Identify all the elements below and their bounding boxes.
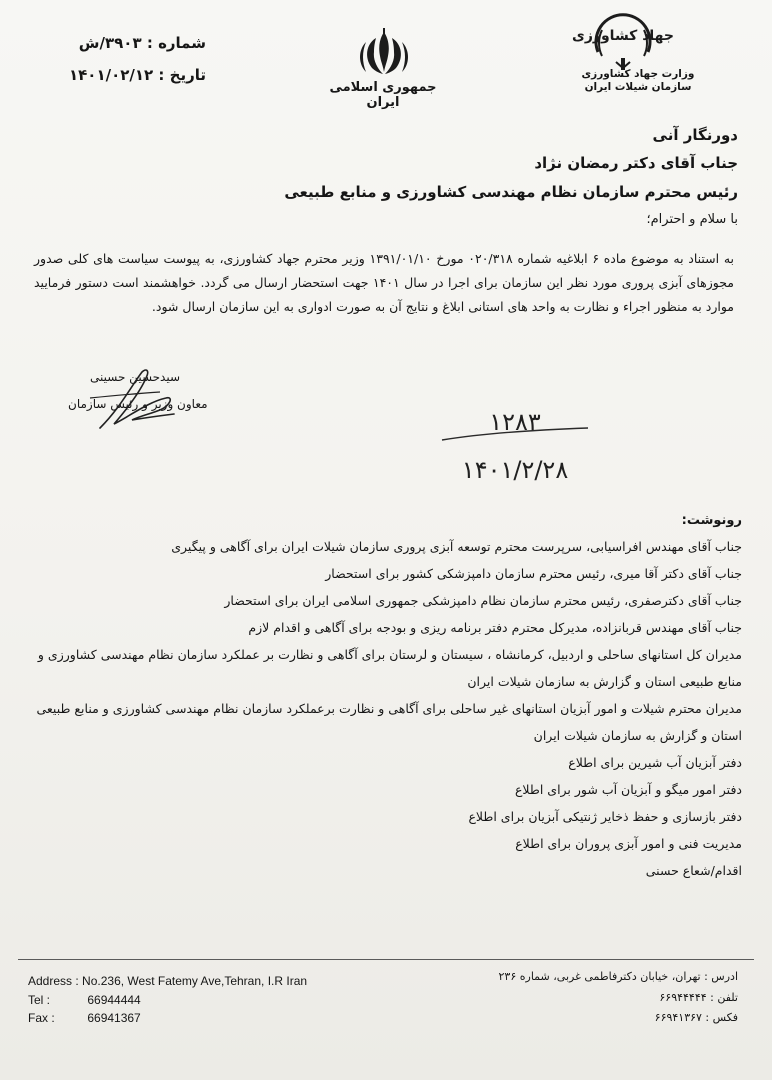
handwritten-date-text: ۱۴۰۱/۲/۲۸ bbox=[461, 456, 569, 484]
cc-item: مدیریت فنی و امور آبزی پروران برای اطلاع bbox=[515, 836, 742, 851]
ministry-name bbox=[578, 68, 698, 94]
cc-item: مدیران کل استانهای ساحلی و اردبیل، کرمانشاه ، سیستان و لرستان برای آگاهی و نظارت بر عملکرد سازمان نظام مهندسی کشاورزی و منابع طبیعی استان و گزارش به سازمان شیلات ایران bbox=[37, 647, 742, 689]
cc-item: جناب آقای دکترصفری، رئیس محترم سازمان نظام دامپزشکی جمهوری اسلامی ایران برای استحضار bbox=[224, 593, 742, 608]
signer-name: سیدحسین حسینی bbox=[90, 370, 181, 384]
ministry-line2: سازمان شیلات ایران bbox=[584, 81, 692, 93]
cc-item: دفتر بازسازی و حفظ ذخایر ژنتیکی آبزیان برای اطلاع bbox=[468, 809, 742, 824]
address-en-label: Address : bbox=[28, 974, 79, 988]
greeting: با سلام و احترام؛ bbox=[646, 212, 738, 227]
cc-item: جناب آقای مهندس قربانزاده، مدیرکل محترم دفتر برنامه ریزی و بودجه برای آگاهی و اقدام لازم bbox=[248, 620, 742, 635]
footer-divider bbox=[18, 959, 754, 960]
cc-list bbox=[22, 533, 742, 884]
footer-address-fa: ادرس : تهران، خیابان دکترفاطمی غربی، شماره ۲۳۶ bbox=[498, 970, 738, 983]
letter-date bbox=[56, 66, 206, 84]
country-caption: جمهوری اسلامی ایران bbox=[329, 80, 437, 110]
ministry-logo-icon bbox=[572, 12, 674, 72]
footer-tel-fa: تلفن : ۶۶۹۴۴۴۴۴ bbox=[659, 991, 738, 1004]
ministry-line1: وزارت جهاد کشاورزی bbox=[581, 68, 695, 80]
footer-fax-fa: فکس : ۶۶۹۴۱۳۶۷ bbox=[654, 1011, 738, 1024]
letter-date-label: تاریخ : bbox=[158, 66, 206, 84]
letter-number-label: شماره : bbox=[146, 34, 206, 52]
footer-address-en bbox=[28, 974, 307, 988]
iran-emblem-icon bbox=[352, 28, 416, 78]
cc-heading: رونوشت: bbox=[681, 513, 742, 528]
letter-body: به استناد به موضوع ماده ۶ ابلاغیه شماره ۰۲۰/۳۱۸ مورخ ۱۳۹۱/۰۱/۱۰ وزیر محترم جهاد کشاورزی، به پیوست سیاست های کلی صدور مجوزهای آبزی پروری مورد نظر این سازمان برای اجرا در سال ۱۴۰۱ جهت استحضار ارسال می گردد. خواهشمند است دستور فرمایید موارد به منظور اجراء و نظارت به واحد های استانی ابلاغ و نتایج آن به صورت ادواری به این سازمان ارسال شود. bbox=[34, 251, 734, 314]
fax-en-label: Fax : bbox=[28, 1011, 55, 1025]
tel-en-value: 66944444 bbox=[87, 993, 141, 1007]
tel-en-label: Tel : bbox=[28, 993, 51, 1007]
recipient-title: رئیس محترم سازمان نظام مهندسی کشاورزی و منابع طبیعی bbox=[284, 183, 738, 201]
signer-title: معاون وزیر و رئیس سازمان bbox=[68, 397, 208, 411]
handwritten-signature-icon bbox=[70, 358, 190, 438]
letter-number bbox=[56, 34, 206, 52]
cc-item: مدیران محترم شیلات و امور آبزیان استانهای غیر ساحلی برای آگاهی و نظارت برعملکرد سازمان نظام مهندسی کشاورزی و منابع طبیعی استان و گزارش به سازمان شیلات ایران bbox=[36, 701, 742, 743]
cc-item: اقدام/شعاع حسنی bbox=[645, 863, 742, 878]
ministry-logo-text: جهاد کشاورزی bbox=[572, 28, 674, 44]
cc-item: جناب آقای مهندس افراسیابی، سرپرست محترم توسعه آبزی پروری سازمان شیلات ایران برای آگاهی و پیگیری bbox=[171, 539, 742, 554]
cc-item: جناب آقای دکتر آقا میری، رئیس محترم سازمان دامپزشکی کشور برای استحضار bbox=[325, 566, 742, 581]
letter-date-value: ۱۴۰۱/۰۲/۱۲ bbox=[68, 66, 154, 84]
address-en-value: No.236, West Fatemy Ave,Tehran, I.R Iran bbox=[82, 974, 308, 988]
footer-tel-en bbox=[28, 993, 141, 1007]
cc-item: دفتر آبزیان آب شیرین برای اطلاع bbox=[568, 755, 742, 770]
footer-fax-en bbox=[28, 1011, 141, 1025]
handwritten-number-text: ۱۲۸۳ bbox=[489, 408, 541, 436]
letter-number-value: ۳۹۰۳/ش bbox=[78, 34, 142, 52]
cc-item: دفتر امور میگو و آبزیان آب شور برای اطلاع bbox=[514, 782, 742, 797]
handwritten-number bbox=[440, 406, 590, 442]
urgent-fax-label: دورنگار آنی bbox=[652, 126, 738, 144]
fax-en-value: 66941367 bbox=[87, 1011, 141, 1025]
handwritten-date bbox=[440, 448, 590, 492]
recipient-name: جناب آقای دکتر رمضان نژاد bbox=[534, 154, 738, 172]
